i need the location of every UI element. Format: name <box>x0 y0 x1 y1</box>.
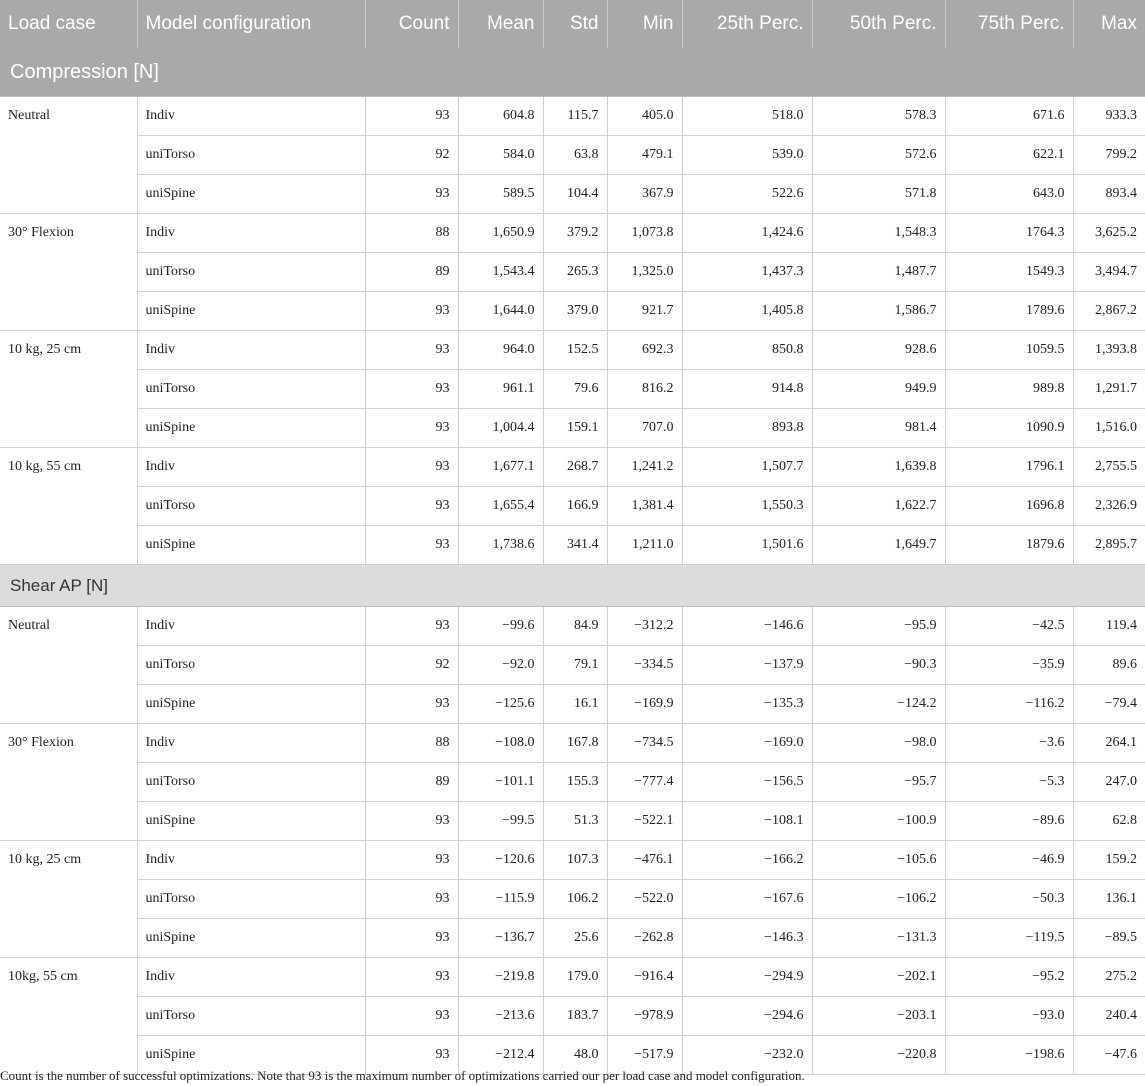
table-row <box>0 370 1145 409</box>
p25-cell: 518.0 <box>682 97 812 136</box>
table-header <box>0 0 1145 48</box>
mean-cell: 961.1 <box>458 370 543 409</box>
table-row <box>0 646 1145 685</box>
p25-cell: −232.0 <box>682 1036 812 1075</box>
table-row <box>0 997 1145 1036</box>
p50-cell: −106.2 <box>812 880 945 919</box>
p25-cell: 1,507.7 <box>682 448 812 487</box>
model-configuration-cell: uniTorso <box>137 253 365 292</box>
mean-cell: 1,738.6 <box>458 526 543 565</box>
count-cell: 92 <box>365 646 458 685</box>
p50-cell: −202.1 <box>812 958 945 997</box>
model-configuration-cell: uniTorso <box>137 646 365 685</box>
min-cell: −734.5 <box>607 724 682 763</box>
p50-cell: 928.6 <box>812 331 945 370</box>
std-cell: 25.6 <box>543 919 607 958</box>
p25-cell: 914.8 <box>682 370 812 409</box>
header-50th-perc: 50th Perc. <box>812 0 945 48</box>
table-row <box>0 448 1145 487</box>
p50-cell: 1,586.7 <box>812 292 945 331</box>
count-cell: 88 <box>365 214 458 253</box>
max-cell: 2,867.2 <box>1073 292 1145 331</box>
p50-cell: −203.1 <box>812 997 945 1036</box>
max-cell: 275.2 <box>1073 958 1145 997</box>
std-cell: 268.7 <box>543 448 607 487</box>
min-cell: 479.1 <box>607 136 682 175</box>
std-cell: 159.1 <box>543 409 607 448</box>
header-std: Std <box>543 0 607 48</box>
table-row <box>0 685 1145 724</box>
load-case-cell: Neutral <box>0 607 137 724</box>
p50-cell: 949.9 <box>812 370 945 409</box>
model-configuration-cell: uniSpine <box>137 919 365 958</box>
table-row <box>0 292 1145 331</box>
model-configuration-cell: Indiv <box>137 607 365 646</box>
std-cell: 152.5 <box>543 331 607 370</box>
std-cell: 106.2 <box>543 880 607 919</box>
max-cell: 3,494.7 <box>1073 253 1145 292</box>
min-cell: 1,241.2 <box>607 448 682 487</box>
model-configuration-cell: Indiv <box>137 958 365 997</box>
compression-section-title: Compression [N] <box>0 48 1145 97</box>
count-cell: 93 <box>365 1036 458 1075</box>
max-cell: 799.2 <box>1073 136 1145 175</box>
min-cell: −169.9 <box>607 685 682 724</box>
min-cell: 1,381.4 <box>607 487 682 526</box>
p25-cell: 1,550.3 <box>682 487 812 526</box>
std-cell: 84.9 <box>543 607 607 646</box>
mean-cell: −99.6 <box>458 607 543 646</box>
table-footnote: Count is the number of successful optimizations. Note that 93 is the maximum number of optimizations carried our per load case and model configuration. <box>0 1068 805 1083</box>
mean-cell: 1,650.9 <box>458 214 543 253</box>
mean-cell: 964.0 <box>458 331 543 370</box>
std-cell: 16.1 <box>543 685 607 724</box>
table-row <box>0 880 1145 919</box>
std-cell: 51.3 <box>543 802 607 841</box>
std-cell: 179.0 <box>543 958 607 997</box>
table-row <box>0 841 1145 880</box>
min-cell: −522.1 <box>607 802 682 841</box>
table-row <box>0 487 1145 526</box>
count-cell: 93 <box>365 880 458 919</box>
table-row <box>0 919 1145 958</box>
p50-cell: 578.3 <box>812 97 945 136</box>
p75-cell: −50.3 <box>945 880 1073 919</box>
load-case-cell: 10kg, 55 cm <box>0 958 137 1075</box>
p75-cell: 1696.8 <box>945 487 1073 526</box>
p25-cell: −146.6 <box>682 607 812 646</box>
std-cell: 79.6 <box>543 370 607 409</box>
count-cell: 93 <box>365 841 458 880</box>
count-cell: 93 <box>365 292 458 331</box>
table-row <box>0 97 1145 136</box>
p75-cell: 1879.6 <box>945 526 1073 565</box>
count-cell: 93 <box>365 409 458 448</box>
min-cell: −476.1 <box>607 841 682 880</box>
header-mean: Mean <box>458 0 543 48</box>
p50-cell: 1,487.7 <box>812 253 945 292</box>
max-cell: 264.1 <box>1073 724 1145 763</box>
table-row <box>0 607 1145 646</box>
count-cell: 92 <box>365 136 458 175</box>
model-configuration-cell: Indiv <box>137 841 365 880</box>
p50-cell: −105.6 <box>812 841 945 880</box>
count-cell: 93 <box>365 331 458 370</box>
min-cell: −978.9 <box>607 997 682 1036</box>
model-configuration-cell: Indiv <box>137 724 365 763</box>
p75-cell: −198.6 <box>945 1036 1073 1075</box>
load-case-cell: Neutral <box>0 97 137 214</box>
max-cell: 136.1 <box>1073 880 1145 919</box>
count-cell: 93 <box>365 685 458 724</box>
std-cell: 379.2 <box>543 214 607 253</box>
p75-cell: 643.0 <box>945 175 1073 214</box>
max-cell: 2,326.9 <box>1073 487 1145 526</box>
std-cell: 183.7 <box>543 997 607 1036</box>
table-row <box>0 331 1145 370</box>
p50-cell: −100.9 <box>812 802 945 841</box>
header-row <box>0 0 1145 48</box>
mean-cell: −125.6 <box>458 685 543 724</box>
model-configuration-cell: uniTorso <box>137 880 365 919</box>
p50-cell: 1,622.7 <box>812 487 945 526</box>
mean-cell: −101.1 <box>458 763 543 802</box>
compression-rows <box>0 97 1145 565</box>
mean-cell: −99.5 <box>458 802 543 841</box>
model-configuration-cell: uniTorso <box>137 997 365 1036</box>
table-row <box>0 958 1145 997</box>
header-count: Count <box>365 0 458 48</box>
min-cell: −312.2 <box>607 607 682 646</box>
header-75th-perc: 75th Perc. <box>945 0 1073 48</box>
max-cell: 62.8 <box>1073 802 1145 841</box>
model-configuration-cell: Indiv <box>137 214 365 253</box>
count-cell: 93 <box>365 802 458 841</box>
count-cell: 93 <box>365 487 458 526</box>
mean-cell: −115.9 <box>458 880 543 919</box>
p50-cell: −131.3 <box>812 919 945 958</box>
model-configuration-cell: uniTorso <box>137 136 365 175</box>
std-cell: 166.9 <box>543 487 607 526</box>
min-cell: 1,073.8 <box>607 214 682 253</box>
shear-section-header <box>0 565 1145 607</box>
mean-cell: −108.0 <box>458 724 543 763</box>
model-configuration-cell: uniSpine <box>137 409 365 448</box>
count-cell: 93 <box>365 997 458 1036</box>
model-configuration-cell: uniTorso <box>137 370 365 409</box>
p50-cell: 572.6 <box>812 136 945 175</box>
p25-cell: −146.3 <box>682 919 812 958</box>
std-cell: 115.7 <box>543 97 607 136</box>
p25-cell: −294.6 <box>682 997 812 1036</box>
p50-cell: −98.0 <box>812 724 945 763</box>
p25-cell: 1,437.3 <box>682 253 812 292</box>
compression-section-header <box>0 48 1145 97</box>
count-cell: 93 <box>365 370 458 409</box>
load-case-cell: 10 kg, 55 cm <box>0 448 137 565</box>
count-cell: 89 <box>365 253 458 292</box>
max-cell: 89.6 <box>1073 646 1145 685</box>
model-configuration-cell: uniSpine <box>137 175 365 214</box>
table-row <box>0 409 1145 448</box>
min-cell: −517.9 <box>607 1036 682 1075</box>
p75-cell: 989.8 <box>945 370 1073 409</box>
p75-cell: 622.1 <box>945 136 1073 175</box>
p75-cell: 1764.3 <box>945 214 1073 253</box>
count-cell: 93 <box>365 958 458 997</box>
p25-cell: 893.8 <box>682 409 812 448</box>
min-cell: 692.3 <box>607 331 682 370</box>
p75-cell: −93.0 <box>945 997 1073 1036</box>
min-cell: −777.4 <box>607 763 682 802</box>
max-cell: 2,755.5 <box>1073 448 1145 487</box>
min-cell: −916.4 <box>607 958 682 997</box>
max-cell: −89.5 <box>1073 919 1145 958</box>
std-cell: 48.0 <box>543 1036 607 1075</box>
table-row <box>0 136 1145 175</box>
model-configuration-cell: Indiv <box>137 331 365 370</box>
p25-cell: 1,424.6 <box>682 214 812 253</box>
mean-cell: 1,655.4 <box>458 487 543 526</box>
p25-cell: −166.2 <box>682 841 812 880</box>
mean-cell: 1,677.1 <box>458 448 543 487</box>
p50-cell: −95.7 <box>812 763 945 802</box>
mean-cell: −212.4 <box>458 1036 543 1075</box>
table-row <box>0 724 1145 763</box>
mean-cell: −213.6 <box>458 997 543 1036</box>
min-cell: 1,211.0 <box>607 526 682 565</box>
std-cell: 341.4 <box>543 526 607 565</box>
p50-cell: 1,639.8 <box>812 448 945 487</box>
p25-cell: 1,405.8 <box>682 292 812 331</box>
max-cell: 933.3 <box>1073 97 1145 136</box>
min-cell: 405.0 <box>607 97 682 136</box>
p25-cell: −108.1 <box>682 802 812 841</box>
table-row <box>0 526 1145 565</box>
p25-cell: −167.6 <box>682 880 812 919</box>
count-cell: 89 <box>365 763 458 802</box>
mean-cell: 1,543.4 <box>458 253 543 292</box>
shear-section-title: Shear AP [N] <box>0 565 1145 607</box>
count-cell: 88 <box>365 724 458 763</box>
header-25th-perc: 25th Perc. <box>682 0 812 48</box>
max-cell: −47.6 <box>1073 1036 1145 1075</box>
min-cell: 367.9 <box>607 175 682 214</box>
p75-cell: 1549.3 <box>945 253 1073 292</box>
mean-cell: −120.6 <box>458 841 543 880</box>
p75-cell: 1090.9 <box>945 409 1073 448</box>
model-configuration-cell: uniSpine <box>137 802 365 841</box>
p50-cell: 571.8 <box>812 175 945 214</box>
table-row <box>0 175 1145 214</box>
p75-cell: −46.9 <box>945 841 1073 880</box>
mean-cell: 584.0 <box>458 136 543 175</box>
std-cell: 63.8 <box>543 136 607 175</box>
p75-cell: −95.2 <box>945 958 1073 997</box>
header-max: Max <box>1073 0 1145 48</box>
mean-cell: 604.8 <box>458 97 543 136</box>
model-configuration-cell: uniSpine <box>137 1036 365 1075</box>
p50-cell: 1,649.7 <box>812 526 945 565</box>
mean-cell: 1,644.0 <box>458 292 543 331</box>
min-cell: −522.0 <box>607 880 682 919</box>
p50-cell: −90.3 <box>812 646 945 685</box>
min-cell: 816.2 <box>607 370 682 409</box>
mean-cell: 1,004.4 <box>458 409 543 448</box>
max-cell: −79.4 <box>1073 685 1145 724</box>
p75-cell: 1789.6 <box>945 292 1073 331</box>
count-cell: 93 <box>365 175 458 214</box>
std-cell: 107.3 <box>543 841 607 880</box>
p75-cell: −42.5 <box>945 607 1073 646</box>
p25-cell: −135.3 <box>682 685 812 724</box>
max-cell: 240.4 <box>1073 997 1145 1036</box>
p50-cell: −124.2 <box>812 685 945 724</box>
p75-cell: 1059.5 <box>945 331 1073 370</box>
count-cell: 93 <box>365 97 458 136</box>
std-cell: 155.3 <box>543 763 607 802</box>
p75-cell: −119.5 <box>945 919 1073 958</box>
shear-rows <box>0 607 1145 1075</box>
p50-cell: 981.4 <box>812 409 945 448</box>
max-cell: 3,625.2 <box>1073 214 1145 253</box>
p50-cell: −220.8 <box>812 1036 945 1075</box>
p25-cell: 1,501.6 <box>682 526 812 565</box>
table-row <box>0 214 1145 253</box>
p75-cell: 671.6 <box>945 97 1073 136</box>
p75-cell: −35.9 <box>945 646 1073 685</box>
std-cell: 79.1 <box>543 646 607 685</box>
max-cell: 1,516.0 <box>1073 409 1145 448</box>
p75-cell: −5.3 <box>945 763 1073 802</box>
model-configuration-cell: uniTorso <box>137 487 365 526</box>
p25-cell: 850.8 <box>682 331 812 370</box>
min-cell: −262.8 <box>607 919 682 958</box>
max-cell: 159.2 <box>1073 841 1145 880</box>
min-cell: 707.0 <box>607 409 682 448</box>
model-configuration-cell: uniSpine <box>137 685 365 724</box>
count-cell: 93 <box>365 448 458 487</box>
mean-cell: −136.7 <box>458 919 543 958</box>
header-min: Min <box>607 0 682 48</box>
model-configuration-cell: uniTorso <box>137 763 365 802</box>
std-cell: 104.4 <box>543 175 607 214</box>
std-cell: 167.8 <box>543 724 607 763</box>
max-cell: 247.0 <box>1073 763 1145 802</box>
p75-cell: −3.6 <box>945 724 1073 763</box>
load-case-cell: 30° Flexion <box>0 214 137 331</box>
load-case-cell: 30° Flexion <box>0 724 137 841</box>
p25-cell: −156.5 <box>682 763 812 802</box>
max-cell: 119.4 <box>1073 607 1145 646</box>
model-configuration-cell: uniSpine <box>137 292 365 331</box>
max-cell: 2,895.7 <box>1073 526 1145 565</box>
p25-cell: 539.0 <box>682 136 812 175</box>
p25-cell: 522.6 <box>682 175 812 214</box>
table-row <box>0 763 1145 802</box>
p50-cell: −95.9 <box>812 607 945 646</box>
min-cell: −334.5 <box>607 646 682 685</box>
model-configuration-cell: Indiv <box>137 97 365 136</box>
p25-cell: −169.0 <box>682 724 812 763</box>
load-case-cell: 10 kg, 25 cm <box>0 841 137 958</box>
model-configuration-cell: uniSpine <box>137 526 365 565</box>
mean-cell: −92.0 <box>458 646 543 685</box>
std-cell: 379.0 <box>543 292 607 331</box>
p50-cell: 1,548.3 <box>812 214 945 253</box>
max-cell: 1,393.8 <box>1073 331 1145 370</box>
p75-cell: −89.6 <box>945 802 1073 841</box>
p25-cell: −294.9 <box>682 958 812 997</box>
table-row <box>0 802 1145 841</box>
p75-cell: 1796.1 <box>945 448 1073 487</box>
header-model-configuration: Model configuration <box>137 0 365 48</box>
load-case-cell: 10 kg, 25 cm <box>0 331 137 448</box>
header-load-case: Load case <box>0 0 137 48</box>
p25-cell: −137.9 <box>682 646 812 685</box>
max-cell: 893.4 <box>1073 175 1145 214</box>
mean-cell: −219.8 <box>458 958 543 997</box>
min-cell: 1,325.0 <box>607 253 682 292</box>
mean-cell: 589.5 <box>458 175 543 214</box>
count-cell: 93 <box>365 607 458 646</box>
max-cell: 1,291.7 <box>1073 370 1145 409</box>
p75-cell: −116.2 <box>945 685 1073 724</box>
count-cell: 93 <box>365 919 458 958</box>
min-cell: 921.7 <box>607 292 682 331</box>
std-cell: 265.3 <box>543 253 607 292</box>
count-cell: 93 <box>365 526 458 565</box>
table-row <box>0 253 1145 292</box>
model-configuration-cell: Indiv <box>137 448 365 487</box>
